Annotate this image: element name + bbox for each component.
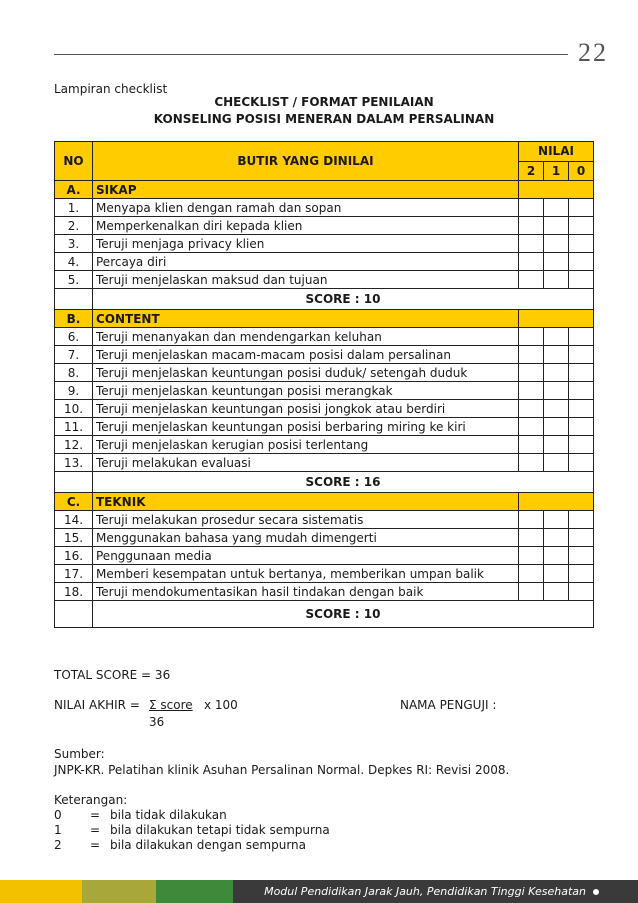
section-title: TEKNIK	[93, 493, 519, 511]
item-no: 15.	[55, 529, 93, 547]
checklist-row	[55, 436, 594, 454]
formula-numerator: Σ score	[149, 698, 193, 712]
checklist-row	[55, 253, 594, 271]
score-cell[interactable]	[569, 454, 594, 472]
score-cell[interactable]	[544, 271, 569, 289]
item-no: 10.	[55, 400, 93, 418]
score-cell[interactable]	[569, 346, 594, 364]
score-row	[55, 601, 594, 628]
score-cell[interactable]	[569, 217, 594, 235]
score-cell[interactable]	[544, 400, 569, 418]
item-no: 13.	[55, 454, 93, 472]
score-cell[interactable]	[519, 400, 544, 418]
legend-eq: =	[90, 823, 101, 837]
score-cell[interactable]	[569, 511, 594, 529]
score-cell[interactable]	[544, 529, 569, 547]
score-cell[interactable]	[519, 217, 544, 235]
legend-key: 1	[54, 823, 62, 837]
total-score: TOTAL SCORE = 36	[54, 668, 171, 682]
checklist-row	[55, 418, 594, 436]
score-cell[interactable]	[569, 199, 594, 217]
score-cell[interactable]	[519, 253, 544, 271]
col-item-header: BUTIR YANG DINILAI	[93, 142, 519, 181]
score-cell[interactable]	[519, 346, 544, 364]
score-cell[interactable]	[544, 547, 569, 565]
nilai-akhir-label: NILAI AKHIR =	[54, 698, 140, 712]
checklist-row	[55, 454, 594, 472]
score-cell[interactable]	[544, 565, 569, 583]
section-no: A.	[55, 181, 93, 199]
checklist-row	[55, 400, 594, 418]
item-text: Menyapa klien dengan ramah dan sopan	[93, 199, 519, 217]
item-text: Teruji menjelaskan keuntungan posisi merangkak	[93, 382, 519, 400]
checklist-body	[55, 181, 594, 628]
item-text: Memberi kesempatan untuk bertanya, memberikan umpan balik	[93, 565, 519, 583]
section-score: SCORE : 10	[93, 601, 594, 628]
checklist-row	[55, 217, 594, 235]
score-cell[interactable]	[519, 418, 544, 436]
section-row	[55, 181, 594, 199]
col-no-header: NO	[55, 142, 93, 181]
score-cell[interactable]	[544, 382, 569, 400]
checklist-row	[55, 382, 594, 400]
score-row-blank	[55, 601, 93, 628]
score-cell[interactable]	[519, 547, 544, 565]
score-cell[interactable]	[544, 583, 569, 601]
score-cell[interactable]	[519, 454, 544, 472]
checklist-row	[55, 565, 594, 583]
item-no: 1.	[55, 199, 93, 217]
score-cell[interactable]	[569, 382, 594, 400]
appendix-label: Lampiran checklist	[54, 82, 168, 96]
checklist-row	[55, 364, 594, 382]
legend-key: 2	[54, 838, 62, 852]
score-0-header: 0	[569, 161, 594, 181]
score-cell[interactable]	[544, 436, 569, 454]
checklist-row	[55, 529, 594, 547]
section-title: SIKAP	[93, 181, 519, 199]
item-no: 12.	[55, 436, 93, 454]
legend-value: bila tidak dilakukan	[110, 808, 227, 822]
score-row	[55, 289, 594, 310]
score-cell[interactable]	[544, 346, 569, 364]
item-no: 8.	[55, 364, 93, 382]
penguji-label: NAMA PENGUJI :	[400, 698, 497, 712]
header-rule	[54, 54, 568, 55]
item-no: 9.	[55, 382, 93, 400]
doc-subtitle: KONSELING POSISI MENERAN DALAM PERSALINAN	[153, 112, 495, 126]
score-cell[interactable]	[544, 199, 569, 217]
section-score-cells	[519, 310, 594, 328]
checklist-row	[55, 547, 594, 565]
item-no: 14.	[55, 511, 93, 529]
score-cell[interactable]	[569, 565, 594, 583]
score-1-header: 1	[544, 161, 569, 181]
item-text: Teruji menjaga privacy klien	[93, 235, 519, 253]
item-no: 3.	[55, 235, 93, 253]
item-text: Percaya diri	[93, 253, 519, 271]
item-no: 18.	[55, 583, 93, 601]
item-no: 11.	[55, 418, 93, 436]
item-text: Teruji menjelaskan kerugian posisi terlentang	[93, 436, 519, 454]
item-text: Teruji menjelaskan macam-macam posisi dalam persalinan	[93, 346, 519, 364]
section-no: B.	[55, 310, 93, 328]
score-cell[interactable]	[519, 235, 544, 253]
doc-title: CHECKLIST / FORMAT PENILAIAN	[214, 95, 434, 109]
footer-dot-icon	[593, 889, 599, 895]
score-cell[interactable]	[519, 328, 544, 346]
item-text: Teruji menjelaskan keuntungan posisi duduk/ setengah duduk	[93, 364, 519, 382]
checklist-row	[55, 583, 594, 601]
legend-label: Keterangan:	[54, 793, 128, 807]
score-cell[interactable]	[519, 436, 544, 454]
section-row	[55, 493, 594, 511]
score-cell[interactable]	[519, 364, 544, 382]
formula-multiplier: x 100	[204, 698, 238, 712]
item-text: Menggunakan bahasa yang mudah dimengerti	[93, 529, 519, 547]
score-cell[interactable]	[569, 436, 594, 454]
item-text: Teruji menjelaskan maksud dan tujuan	[93, 271, 519, 289]
score-cell[interactable]	[519, 529, 544, 547]
score-row	[55, 472, 594, 493]
score-cell[interactable]	[544, 364, 569, 382]
checklist-row	[55, 235, 594, 253]
item-no: 6.	[55, 328, 93, 346]
item-text: Teruji melakukan evaluasi	[93, 454, 519, 472]
score-cell[interactable]	[569, 235, 594, 253]
item-no: 17.	[55, 565, 93, 583]
col-nilai-header: NILAI	[519, 142, 594, 162]
score-cell[interactable]	[569, 529, 594, 547]
legend-eq: =	[90, 838, 101, 852]
checklist-row	[55, 271, 594, 289]
score-cell[interactable]	[569, 583, 594, 601]
section-score: SCORE : 10	[93, 289, 594, 310]
checklist-row	[55, 328, 594, 346]
score-cell[interactable]	[519, 199, 544, 217]
score-cell[interactable]	[519, 271, 544, 289]
score-cell[interactable]	[544, 235, 569, 253]
formula-denominator: 36	[149, 715, 165, 729]
score-cell[interactable]	[544, 328, 569, 346]
source-text: JNPK-KR. Pelatihan klinik Asuhan Persalinan Normal. Depkes RI: Revisi 2008.	[54, 763, 510, 777]
score-cell[interactable]	[569, 253, 594, 271]
section-no: C.	[55, 493, 93, 511]
section-title: CONTENT	[93, 310, 519, 328]
page-number: 22	[578, 38, 608, 67]
score-row-blank	[55, 289, 93, 310]
item-no: 16.	[55, 547, 93, 565]
score-cell[interactable]	[544, 454, 569, 472]
item-text: Teruji menjelaskan keuntungan posisi berbaring miring ke kiri	[93, 418, 519, 436]
item-text: Memperkenalkan diri kepada klien	[93, 217, 519, 235]
item-no: 5.	[55, 271, 93, 289]
score-cell[interactable]	[519, 382, 544, 400]
score-cell[interactable]	[544, 511, 569, 529]
score-cell[interactable]	[519, 565, 544, 583]
score-cell[interactable]	[544, 217, 569, 235]
score-cell[interactable]	[569, 400, 594, 418]
checklist-row	[55, 346, 594, 364]
section-row	[55, 310, 594, 328]
footer-text: Modul Pendidikan Jarak Jauh, Pendidikan Tinggi Kesehatan	[264, 885, 586, 898]
legend-eq: =	[90, 808, 101, 822]
score-cell[interactable]	[519, 511, 544, 529]
item-no: 2.	[55, 217, 93, 235]
legend-key: 0	[54, 808, 62, 822]
item-text: Penggunaan media	[93, 547, 519, 565]
item-no: 4.	[55, 253, 93, 271]
item-no: 7.	[55, 346, 93, 364]
item-text: Teruji mendokumentasikan hasil tindakan dengan baik	[93, 583, 519, 601]
score-cell[interactable]	[569, 364, 594, 382]
section-score: SCORE : 16	[93, 472, 594, 493]
score-cell[interactable]	[569, 271, 594, 289]
legend-value: bila dilakukan dengan sempurna	[110, 838, 307, 852]
item-text: Teruji melakukan prosedur secara sistematis	[93, 511, 519, 529]
item-text: Teruji menanyakan dan mendengarkan keluhan	[93, 328, 519, 346]
score-cell[interactable]	[544, 418, 569, 436]
score-row-blank	[55, 472, 93, 493]
score-2-header: 2	[519, 161, 544, 181]
checklist-row	[55, 511, 594, 529]
item-text: Teruji menjelaskan keuntungan posisi jongkok atau berdiri	[93, 400, 519, 418]
legend-value: bila dilakukan tetapi tidak sempurna	[110, 823, 330, 837]
score-cell[interactable]	[519, 583, 544, 601]
score-cell[interactable]	[569, 418, 594, 436]
footer-bar	[0, 880, 638, 903]
score-cell[interactable]	[569, 547, 594, 565]
checklist-table	[54, 141, 594, 628]
score-cell[interactable]	[569, 328, 594, 346]
score-cell[interactable]	[544, 253, 569, 271]
section-score-cells	[519, 181, 594, 199]
section-score-cells	[519, 493, 594, 511]
checklist-row	[55, 199, 594, 217]
source-label: Sumber:	[54, 747, 105, 761]
